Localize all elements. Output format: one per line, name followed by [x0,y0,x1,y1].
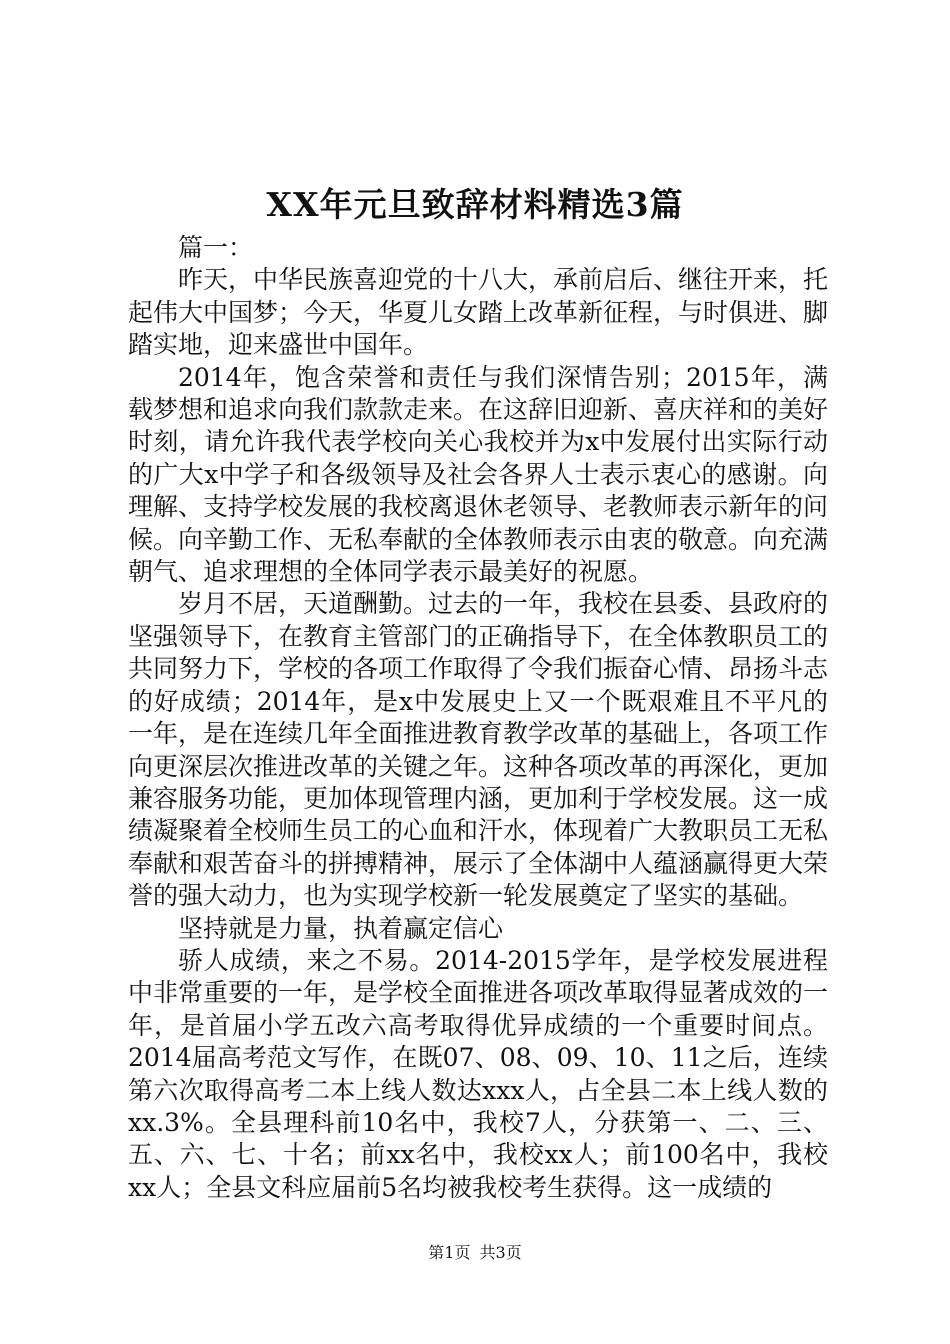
document-body [128,232,828,1204]
page-footer: 第1页 共3页 [428,1243,522,1262]
paragraph: 昨天，中华民族喜迎党的十八大，承前启后、继往开来，托起伟大中国梦；今天，华夏儿女踏上改革新征程，与时俱进、脚踏实地，迎来盛世中国年。 [128,265,829,360]
document-title: XX年元旦致辞材料精选3篇 [266,185,684,224]
paragraph: 岁月不居，天道酬勤。过去的一年，我校在县委、县政府的坚强领导下，在教育主管部门的正确指导下，在全体教职员工的共同努力下，学校的各项工作取得了令我们振奋心情、昂扬斗志的好成绩；2014年，是x中发展史上又一个既艰难且不平凡的一年，是在连续几年全面推进教育教学改革的基础上，各项工作向更深层次推进改革的关键之年。这种各项改革的再深化，更加兼容服务功能，更加体现管理内涵，更加利于学校发展。这一成绩凝聚着全校师生员工的心血和汗水，体现着广大教职员工无私奉献和艰苦奋斗的拼搏精神，展示了全体湖中人蕴涵赢得更大荣誉的强大动力，也为实现学校新一轮发展奠定了坚实的基础。 [128,589,829,911]
paragraph: 2014年，饱含荣誉和责任与我们深情告别；2015年，满载梦想和追求向我们款款走来。在这辞旧迎新、喜庆祥和的美好时刻，请允许我代表学校向关心我校并为x中发展付出实际行动的广大x中学子和各级领导及社会各界人士表示衷心的感谢。向理解、支持学校发展的我校离退休老领导、老教师表示新年的问候。向辛勤工作、无私奉献的全体教师表示由衷的敬意。向充满朝气、追求理想的全体同学表示最美好的祝愿。 [128,362,829,587]
subheading: 坚持就是力量，执着赢定信心 [178,913,504,943]
paragraph: 骄人成绩，来之不易。2014-2015学年，是学校发展进程中非常重要的一年，是学校全面推进各项改革取得显著成效的一年，是首届小学五改六高考取得优异成绩的一个重要时间点。2014届高考范文写作，在既07、08、09、10、11之后，连续第六次取得高考二本上线人数达xxx人，占全县二本上线人数的xx.3%。全县理科前10名中，我校7人，分获第一、二、三、五、六、七、十名；前xx名中，我校xx人；前100名中，我校xx人；全县文科应届前5名均被我校考生获得。这一成绩的 [128,945,829,1202]
section-heading: 篇一： [178,233,254,262]
